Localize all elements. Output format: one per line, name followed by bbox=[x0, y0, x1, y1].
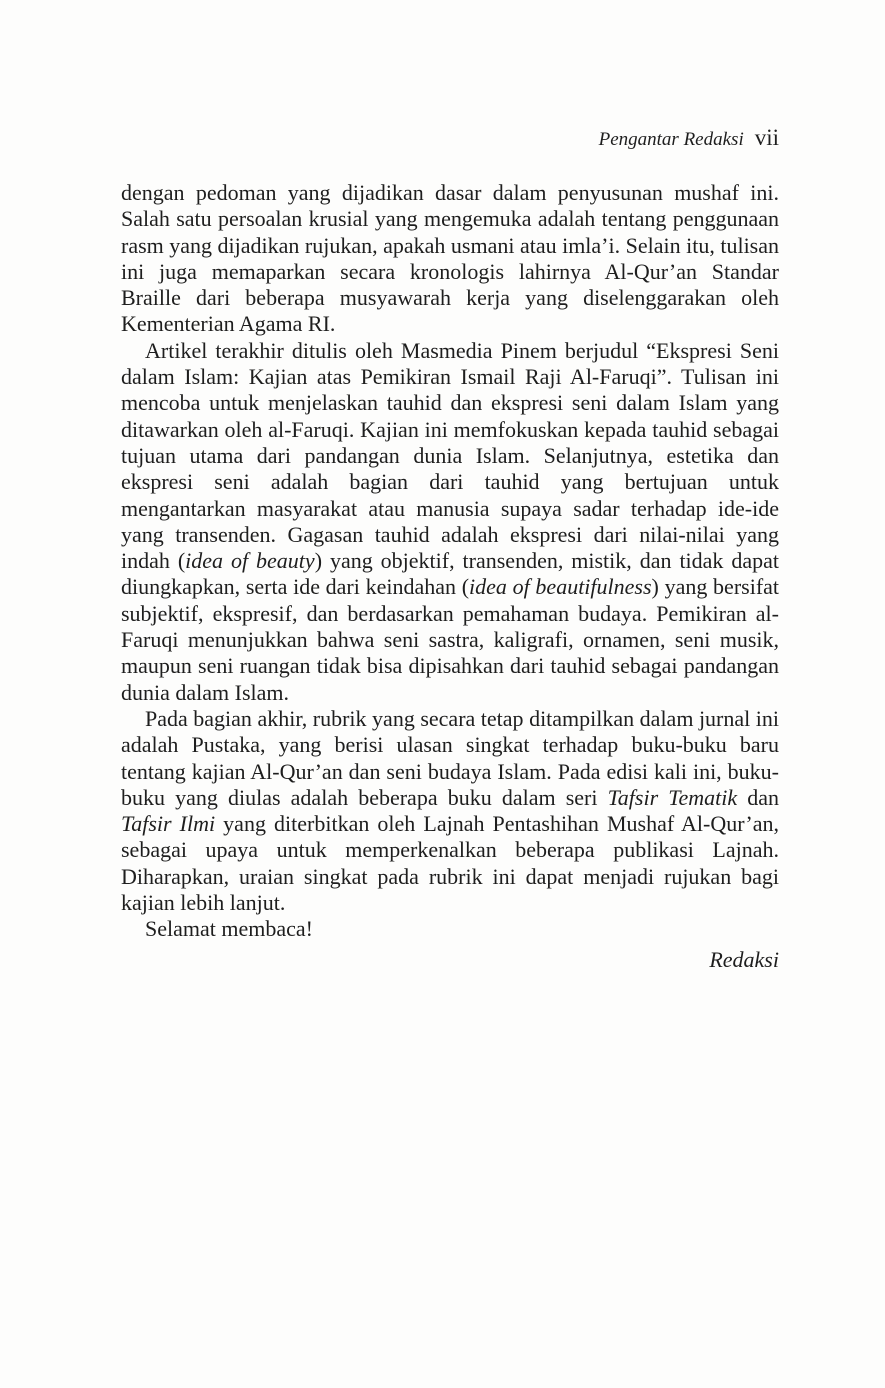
paragraph-text: ) yang bersifat subjektif, ekspresif, dan berdasarkan pemahaman budaya. Pemikiran al-Faruqi menunjukkan bahwa seni sastra, kaligrafi, ornamen, seni musik, maupun seni ruangan tidak bisa dipisahkan dari tauhid sebagai pandangan dunia dalam Islam. bbox=[121, 574, 780, 705]
signature: Redaksi bbox=[709, 946, 779, 972]
paragraph-text: ) yang objektif, transenden, mistik, dan tidak dapat diungkapkan, serta ide dari keindahan ( bbox=[121, 548, 780, 600]
italic-term: idea of beauty bbox=[185, 548, 315, 574]
running-head-title: Pengantar Redaksi bbox=[598, 129, 744, 150]
running-head bbox=[599, 124, 779, 154]
paragraph-text: Artikel terakhir ditulis oleh Masmedia Pinem berjudul “Ekspresi Seni dalam Islam: Kajian atas Pemikiran Ismail Raji Al-Faruqi”. Tulisan ini mencoba untuk menjelaskan tauhid dan ekspresi seni dalam Islam yang ditawarkan oleh al-Faruqi. Kajian ini memfokuskan kepada tauhid sebagai tujuan utama dari pandangan dunia Islam. Selanjutnya, estetika dan ekspresi seni adalah bagian dari tauhid yang bertujuan untuk mengantarkan masyarakat atau manusia supaya sadar terhadap ide-ide yang transenden. Gagasan tauhid adalah ekspresi dari nilai-nilai yang indah ( bbox=[121, 337, 779, 574]
page-number: vii bbox=[754, 125, 779, 150]
book-series-title: Tafsir Tematik bbox=[607, 784, 738, 810]
paragraph-text: Pada bagian akhir, rubrik yang secara tetap ditampilkan dalam jurnal ini adalah Pustaka, yang berisi ulasan singkat terhadap buku-buku baru tentang kajian Al-Qur’an dan seni budaya Islam. Pada edisi kali ini, buku-buku yang diulas adalah beberapa buku dalam seri bbox=[121, 705, 779, 810]
paragraph-pustaka bbox=[121, 706, 779, 916]
body-text bbox=[121, 180, 779, 973]
paragraph-text: yang diterbitkan oleh Lajnah Pentashihan Mushaf Al-Qur’an, sebagai upaya untuk memperkenalkan beberapa publikasi Lajnah. Diharapkan, uraian singkat pada rubrik ini dapat menjadi rujukan bagi kajian lebih lanjut. bbox=[121, 811, 779, 916]
paragraph-article-summary bbox=[121, 338, 779, 706]
book-series-title: Tafsir Ilmi bbox=[121, 811, 216, 837]
paragraph-continuation: dengan pedoman yang dijadikan dasar dalam penyusunan mushaf ini. Salah satu persoalan krusial yang mengemuka adalah tentang penggunaan rasm yang dijadikan rujukan, apakah usmani atau imla’i. Selain itu, tulisan ini juga memaparkan secara kronologis lahirnya Al-Qur’an Standar Braille dari beberapa musyawarah kerja yang diselenggarakan oleh Kementerian Agama RI. bbox=[121, 180, 780, 337]
italic-term: idea of beautifulness bbox=[469, 574, 652, 600]
paragraph-text: dan bbox=[737, 784, 780, 810]
closing-line: Selamat membaca! bbox=[145, 916, 313, 942]
